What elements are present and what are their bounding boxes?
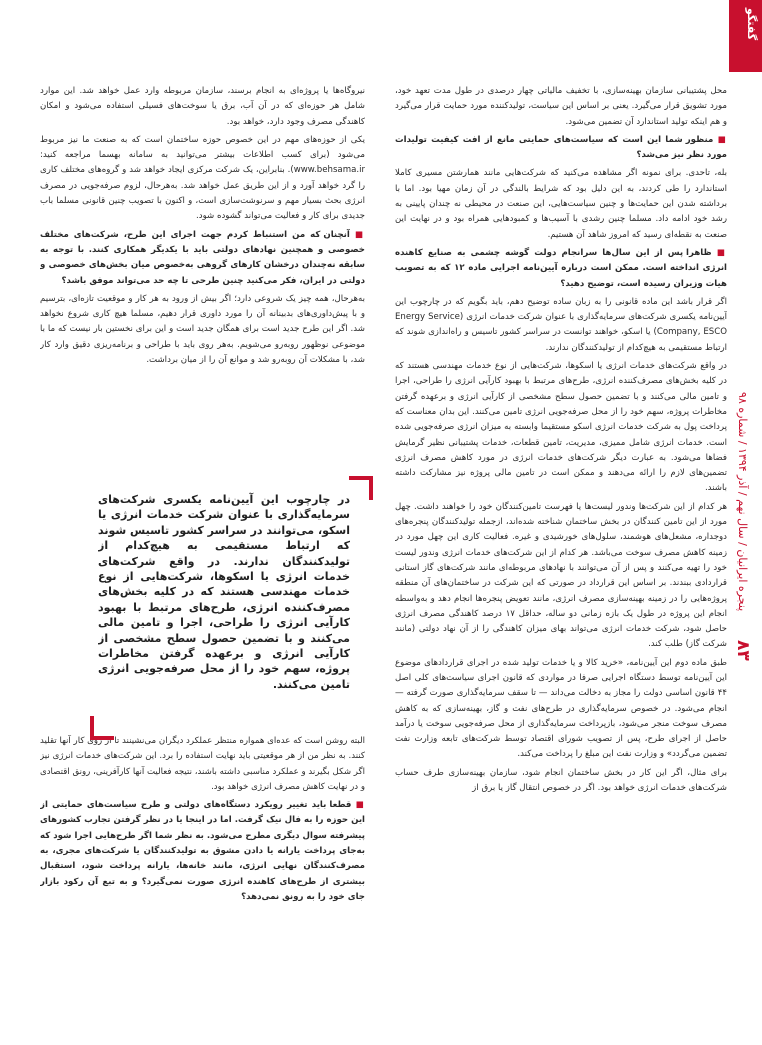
paragraph-text: هر کدام از این شرکت‌ها وندور لیست‌ها یا فهرست تامین‌کنندگان خود را خواهند داشت. چهل مورد از این تامین کنندگان در بخش ساختمان شناخته شده‌اند، ازجمله تولیدکنندگان پنجره‌های دوجداره، مشعل‌های هوشمند، سلول‌های خورشیدی و غیره. فعالیت کاری این چهل مورد در زمینه کاهش مصرف سوخت می‌باشد. هر کدام از این شرکت‌های خدمات انرژی وندور لیست خود را تهیه می‌کنند و پس از آن می‌توانند با نهادهای مربوطه‌ای مانند شرکت‌های گاز استانی قراردادی ببندند. بر اساس این قرارداد در صورتی که این شرکت در ساختمان‌های آن منطقه پروژه‌هایی را در زمینه بهینه‌سازی مصرف انرژی، مانند تعویض پنجره‌ها انجام دهد و به‌واسطه انجام این پروژه در طول یک بازه زمانی دو ساله، حداقل ۱۷ درصد کاهندگی مصرف انرژی حاصل شود، شرکت خدمات انرژی می‌تواند بهای میزان کاهندگی را از آن نهاد دولتی (مانند شرکت گاز) طلب کند.	[395, 501, 727, 650]
question-bullet-icon: ■	[713, 134, 727, 145]
section-tag-label: گفتگو	[745, 8, 758, 41]
paragraph-text: ظاهرا پس از این سال‌ها سرانجام دولت گوشه چشمی به صنایع کاهنده انرژی انداخته است. ممکن است درباره آیین‌نامه اجرایی ماده ۱۲ که به تصویب هیات وزیران رسیده است، توضیح دهید؟	[395, 247, 727, 289]
interview-question	[395, 246, 727, 292]
interview-question	[395, 133, 727, 164]
paragraph	[395, 295, 727, 356]
paragraph	[395, 166, 727, 242]
pull-quote-corner-bottom	[90, 716, 114, 740]
paragraph	[395, 84, 727, 130]
paragraph-text: برای مثال، اگر این کار در بخش ساختمان انجام شود، سازمان بهینه‌سازی طرف حساب شرکت‌های خدمات انرژی خواهد بود. اگر در خصوص انتقال گاز یا برق از	[395, 767, 727, 794]
paragraph-text: قطعا باید تغییر رویکرد دستگاه‌های دولتی و طرح سیاست‌های حمایتی از این حوزه را به فال نیک گرفت. اما در اینجا یا در نظر گرفتن تجارب کشورهای پیشرفته سوال دیگری مطرح می‌شود. به نظر شما اگر طرح‌هایی اجرا شود که به‌جای پرداخت یارانه یا دادن مشوق به تولیدکنندگان یا شرکت‌های مجری، به مصرف‌کنندگان نهایی انرژی، مانند خانه‌ها، یارانه پرداخت شود، استقبال بیشتری از طرح‌های کاهنده انرژی صورت نمی‌گیرد؟ و به تبع آن رکود بازار جای خود را به رونق نمی‌دهد؟	[40, 800, 365, 902]
paragraph	[395, 766, 727, 797]
paragraph-text: بله، تاحدی. برای نمونه اگر مشاهده می‌کنید که شرکت‌هایی مانند همارشتن مسیری کاملا استاندارد را طی کردند، به این دلیل بود که شرایط بالندگی در آن زمان مهیا بود. اما با برداشته شدن این حمایت‌ها و چنین سیاست‌هایی، این صنعت در محیطی نه چندان پایینی به رشد خود ادامه داد. مسلما چنین رشدی با آسیب‌ها و کمبودهایی همراه بود و در نهایت این صنعت به نقطه‌ای رسید که امروز شاهد آن هستیم.	[395, 168, 727, 240]
section-tag	[729, 0, 762, 72]
paragraph-text: آنچنان که من استنباط کردم جهت اجرای این طرح، شرکت‌های مختلف خصوصی و همچنین نهادهای دولتی باید با یکدیگر همکاری کنند. با توجه به سابقه نه‌چندان درخشان کارهای گروهی به‌خصوص میان بخش‌های خصوصی و دولتی در ایران، فکر می‌کنید چنین طرحی تا چه حد می‌تواند موفق باشد؟	[40, 229, 365, 286]
paragraph-text: منظور شما این است که سیاست‌های حمایتی مانع از افت کیفیت تولیدات مورد نظر نیز می‌شد؟	[395, 134, 727, 161]
paragraph	[40, 133, 365, 225]
question-bullet-icon: ■	[349, 229, 365, 240]
pull-quote: در چارچوب این آیین‌نامه یکسری شرکت‌های سرمایه‌گذاری با عنوان شرکت خدمات انرژی یا اسکو، می‌توانند در سراسر کشور تاسیس شوند که ارتباط مستقیمی به هیچ‌کدام از تولیدکنندگان ندارند. در واقع شرکت‌های خدمات انرژی یا اسکوها، شرکت‌هایی از نوع خدمات مهندسی هستند که در کلیه بخش‌های مصرف‌کننده انرژی، طرح‌های مرتبط با بهبود کارآیی انرژی را طراحی، اجرا و تامین مالی می‌کنند و با تضمین حصول سطح مشخصی از کارآیی انرژی و برعهده گرفتن مخاطرات پروژه، سهم خود را از محل صرفه‌جویی انرژی تامین می‌کنند.	[98, 493, 350, 691]
paragraph-text: نیروگاه‌ها یا پروژه‌ای به انجام برسند، سازمان مربوطه وارد عمل خواهد شد. این موارد شامل هر حوزه‌ای که در آن آب، برق یا سوخت‌های فسیلی استفاده می‌شود و امکان کاهندگی مصرف وجود دارد، خواهد بود.	[40, 86, 365, 127]
side-strip	[729, 0, 762, 1045]
paragraph-text: به‌هرحال، همه چیز یک شروعی دارد؛ اگر بیش از ورود به هر کار و موقعیت تازه‌ای، بترسیم و با پیش‌داوری‌های بدبینانه آن را مورد داوری قرار دهیم، مسلما هیچ کاری شروع نخواهد شد. اگر این طرح جدید است برای همگان جدید است و این برای نخستین بار نیست که ما با موضوعی نوظهور روبه‌رو می‌شویم. به‌هر روی باید با طراحی و برنامه‌ریزی دقیق وارد کار شد، با مشکلات آن روبه‌رو شد و موانع آن را از میان برداشت.	[40, 293, 365, 366]
paragraph	[395, 500, 727, 653]
pull-quote-corner-top	[349, 476, 373, 500]
paragraph-text: اگر قرار باشد این ماده قانونی را به زبان ساده توضیح دهم، باید بگویم که در چارچوب این آیین‌نامه یکسری شرکت‌های سرمایه‌گذاری با عنوان شرکت خدمات انرژی (Energy Service Company, ESCO) یا اسکو، خواهند توانست در سراسر کشور تاسیس و راه‌اندازی شوند که ارتباط مستقیمی به هیچ‌کدام از تولیدکنندگان ندارند.	[395, 296, 727, 353]
question-bullet-icon: ■	[711, 247, 727, 258]
left-column-bottom	[40, 734, 365, 979]
paragraph	[395, 656, 727, 763]
paragraph-text: طبق ماده دوم این آیین‌نامه، «خرید کالا و یا خدمات تولید شده در اجرای قراردادهای موضوع این آیین‌نامه توسط دستگاه اجرایی صرفا در مواردی که قانون اجرای سیاست‌های کلی اصل ۴۴ قانون اساسی دولت را مجاز به دخالت می‌داند — تا سقف سرمایه‌گذاری صورت گرفته — انجام می‌شود. در خصوص سرمایه‌گذاری در طرح‌های نفت و گاز، بهینه‌سازی که به کاهش مصرف سوخت منجر می‌شود، بازپرداخت سرمایه‌گذاری از محل صرفه‌جویی سوخت یا درآمد حاصل از اجرای طرح، پس از تصویب شورای اقتصاد توسط شرکت‌های تابعه وزارت نفت تضمین می‌گردد» و وزارت نفت این مبلغ را پرداخت می‌کند.	[395, 657, 727, 760]
right-column	[395, 84, 727, 979]
interview-question	[40, 798, 365, 905]
left-column-top	[40, 84, 365, 504]
page-number: ۸۳	[733, 640, 753, 661]
paragraph-text: در واقع شرکت‌های خدمات انرژی یا اسکوها، شرکت‌هایی از نوع خدمات مهندسی هستند که در کلیه بخش‌های مصرف‌کننده انرژی، طرح‌های مرتبط با بهبود کارآیی انرژی را طراحی، اجرا و تامین مالی می‌کنند و با تضمین حصول سطح مشخصی از کارآیی انرژی و برعهده گرفتن مخاطرات پروژه، سهم خود را از محل صرفه‌جویی انرژی تامین می‌کنند. این بدان معناست که پرداخت پول به شرکت خدمات انرژی اسکو مستقیما وابسته به میزان انرژی صرفه‌جویی شده است. خدمات انرژی شامل ممیزی، مدیریت، تامین قطعات، خدمات پشتیبانی نظیر گرمایش فضاها می‌شود. به عبارت دیگر شرکت‌های خدمات انرژی در مورد کاهش مصرف انرژی تضمین‌های لازم را ارائه می‌دهند و ممکن است در تامین مالی پروژه نیز مشارکت داشته باشند.	[395, 361, 727, 494]
paragraph	[395, 359, 727, 497]
paragraph-text: البته روشن است که عده‌ای همواره منتظر عملکرد دیگران می‌نشینند تا از روی کار آنها تقلید کنند. به نظر من از هر موقعیتی باید نهایت استفاده را برد. این شرکت‌های خدمات انرژی نیز اگر شکل بگیرند و عملکرد مناسبی داشته باشند، نتیجه فعالیت آنها کارآفرینی، رونق اقتصادی و در نهایت کاهش مصرف انرژی خواهد بود.	[40, 736, 365, 792]
paragraph	[40, 84, 365, 130]
paragraph-text: محل پشتیبانی سازمان بهینه‌سازی، با تخفیف مالیاتی چهار درصدی در طول مدت تعهد خود، مورد تشویق قرار می‌گیرد. یعنی بر اساس این سیاست، تولیدکننده مورد حمایت قرار می‌گیرد و هم اینکه تولید استاندارد آن تضمین می‌شود.	[395, 86, 727, 127]
question-bullet-icon: ■	[351, 800, 365, 811]
paragraph-text: یکی از حوزه‌های مهم در این خصوص حوزه ساختمان است که به صنعت ما نیز مربوط می‌شود (برای کسب اطلاعات بیشتر می‌توانید به سامانه بهسما مراجعه کنید: www.behsama.ir). بنابراین، یک شرکت مرکزی ایجاد خواهد شد و گروه‌های مختلف کاری را گرد خواهد آورد و از این طریق عمل خواهد شد. به‌هرحال، لزوم صرفه‌جویی در مصرف انرژی بحث بسیار مهم و سرنوشت‌سازی است، و اکنون با تصویب چنین قانونی مسلما باب جدیدی برای کار و فعالیت می‌تواند گشوده شود.	[40, 134, 365, 222]
paragraph	[40, 292, 365, 368]
interview-question	[40, 228, 365, 289]
running-title: پنجره ایرانیان / سال نهم / آذر ۱۳۹۴ / شماره ۹۸	[736, 392, 749, 612]
paragraph	[40, 734, 365, 795]
